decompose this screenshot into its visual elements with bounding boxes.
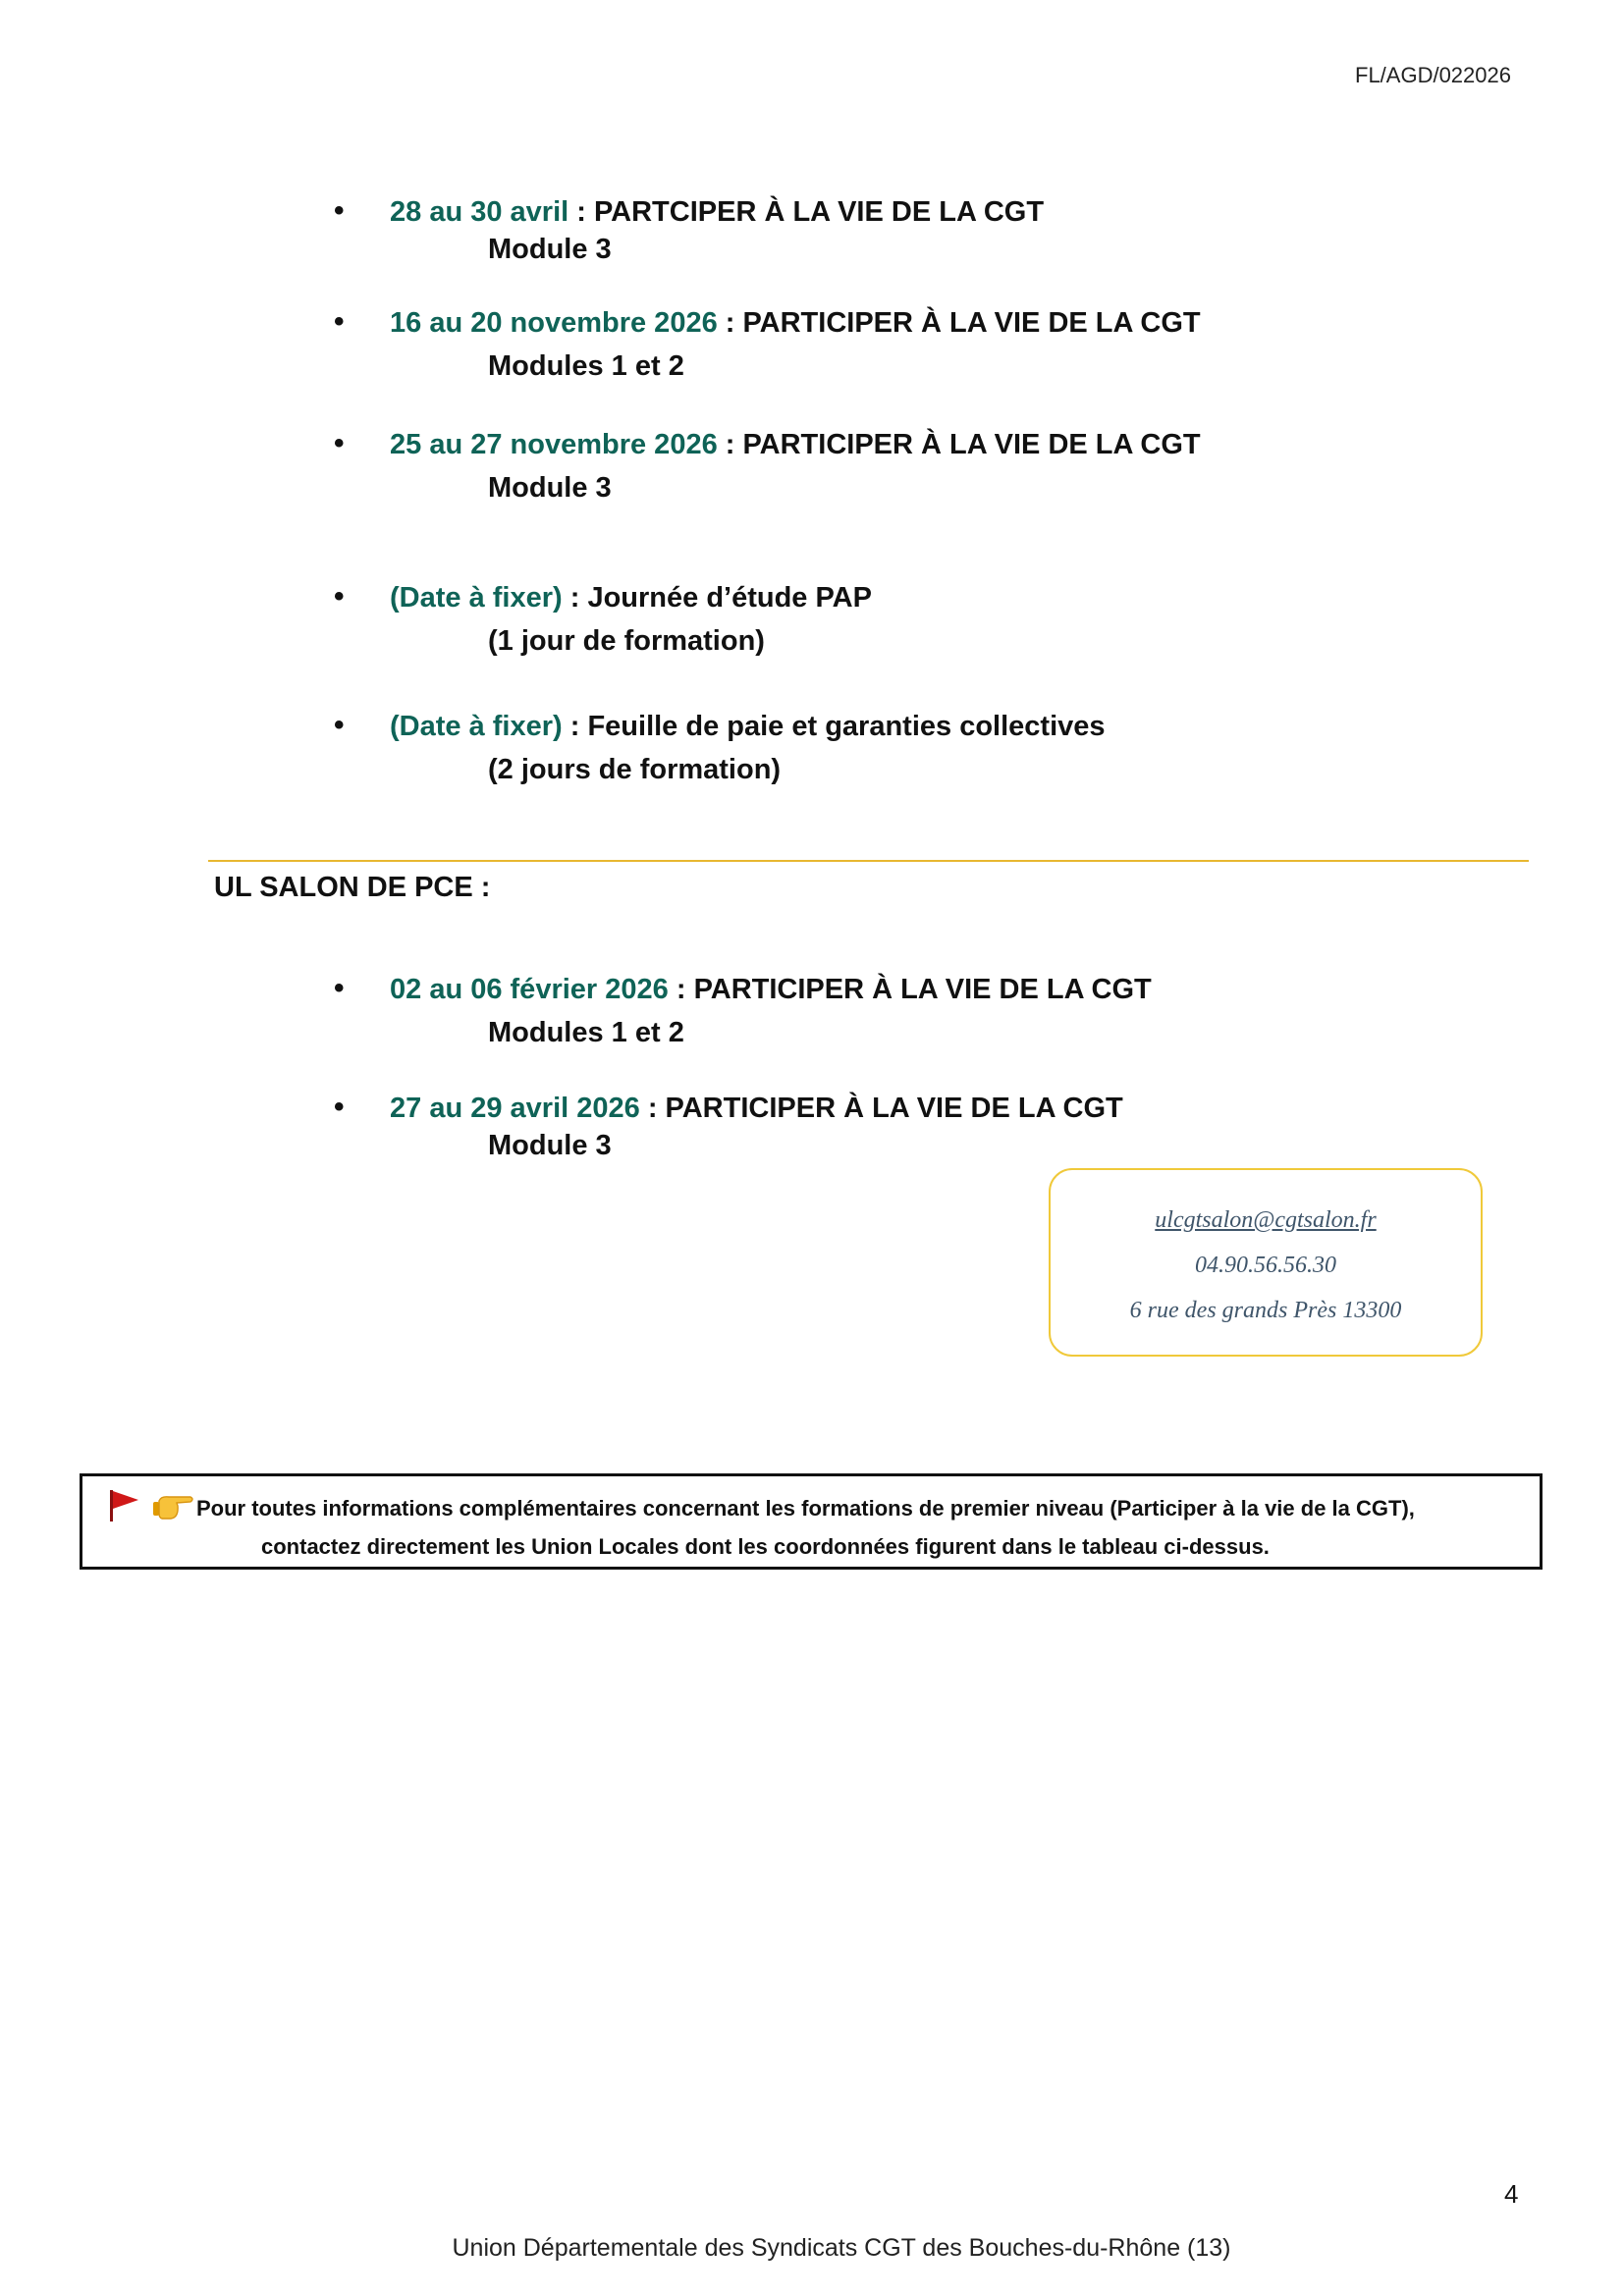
contact-phone: 04.90.56.56.30: [1195, 1253, 1336, 1278]
bullet-icon: •: [334, 580, 345, 613]
contact-box: [1049, 1168, 1483, 1357]
bullet-icon: •: [334, 194, 345, 227]
section-title: UL SALON DE PCE :: [214, 872, 491, 903]
notice-line-1: Pour toutes informations complémentaires concernant les formations de premier niveau (Participer à la vie de la CGT),: [196, 1496, 1415, 1521]
info-notice: [80, 1473, 1543, 1570]
bullet-icon: •: [334, 709, 345, 741]
bullet-icon: •: [334, 1091, 345, 1123]
footer-organization: Union Départementale des Syndicats CGT des Bouches-du-Rhône (13): [452, 2234, 1231, 2262]
contact-email-link[interactable]: ulcgtsalon@cgtsalon.fr: [1155, 1207, 1377, 1233]
document-reference: FL/AGD/022026: [1355, 63, 1511, 87]
red-flag-icon: [107, 1488, 140, 1523]
contact-address: 6 rue des grands Près 13300: [1129, 1298, 1402, 1323]
pointing-hand-icon: [151, 1488, 194, 1523]
bullet-icon: •: [334, 305, 345, 338]
bullet-icon: •: [334, 427, 345, 459]
bullet-icon: •: [334, 972, 345, 1004]
section-divider: [208, 860, 1529, 862]
notice-line-2: contactez directement les Union Locales dont les coordonnées figurent dans le tableau ci-dessus.: [261, 1534, 1270, 1559]
page-number: 4: [1504, 2179, 1519, 2209]
